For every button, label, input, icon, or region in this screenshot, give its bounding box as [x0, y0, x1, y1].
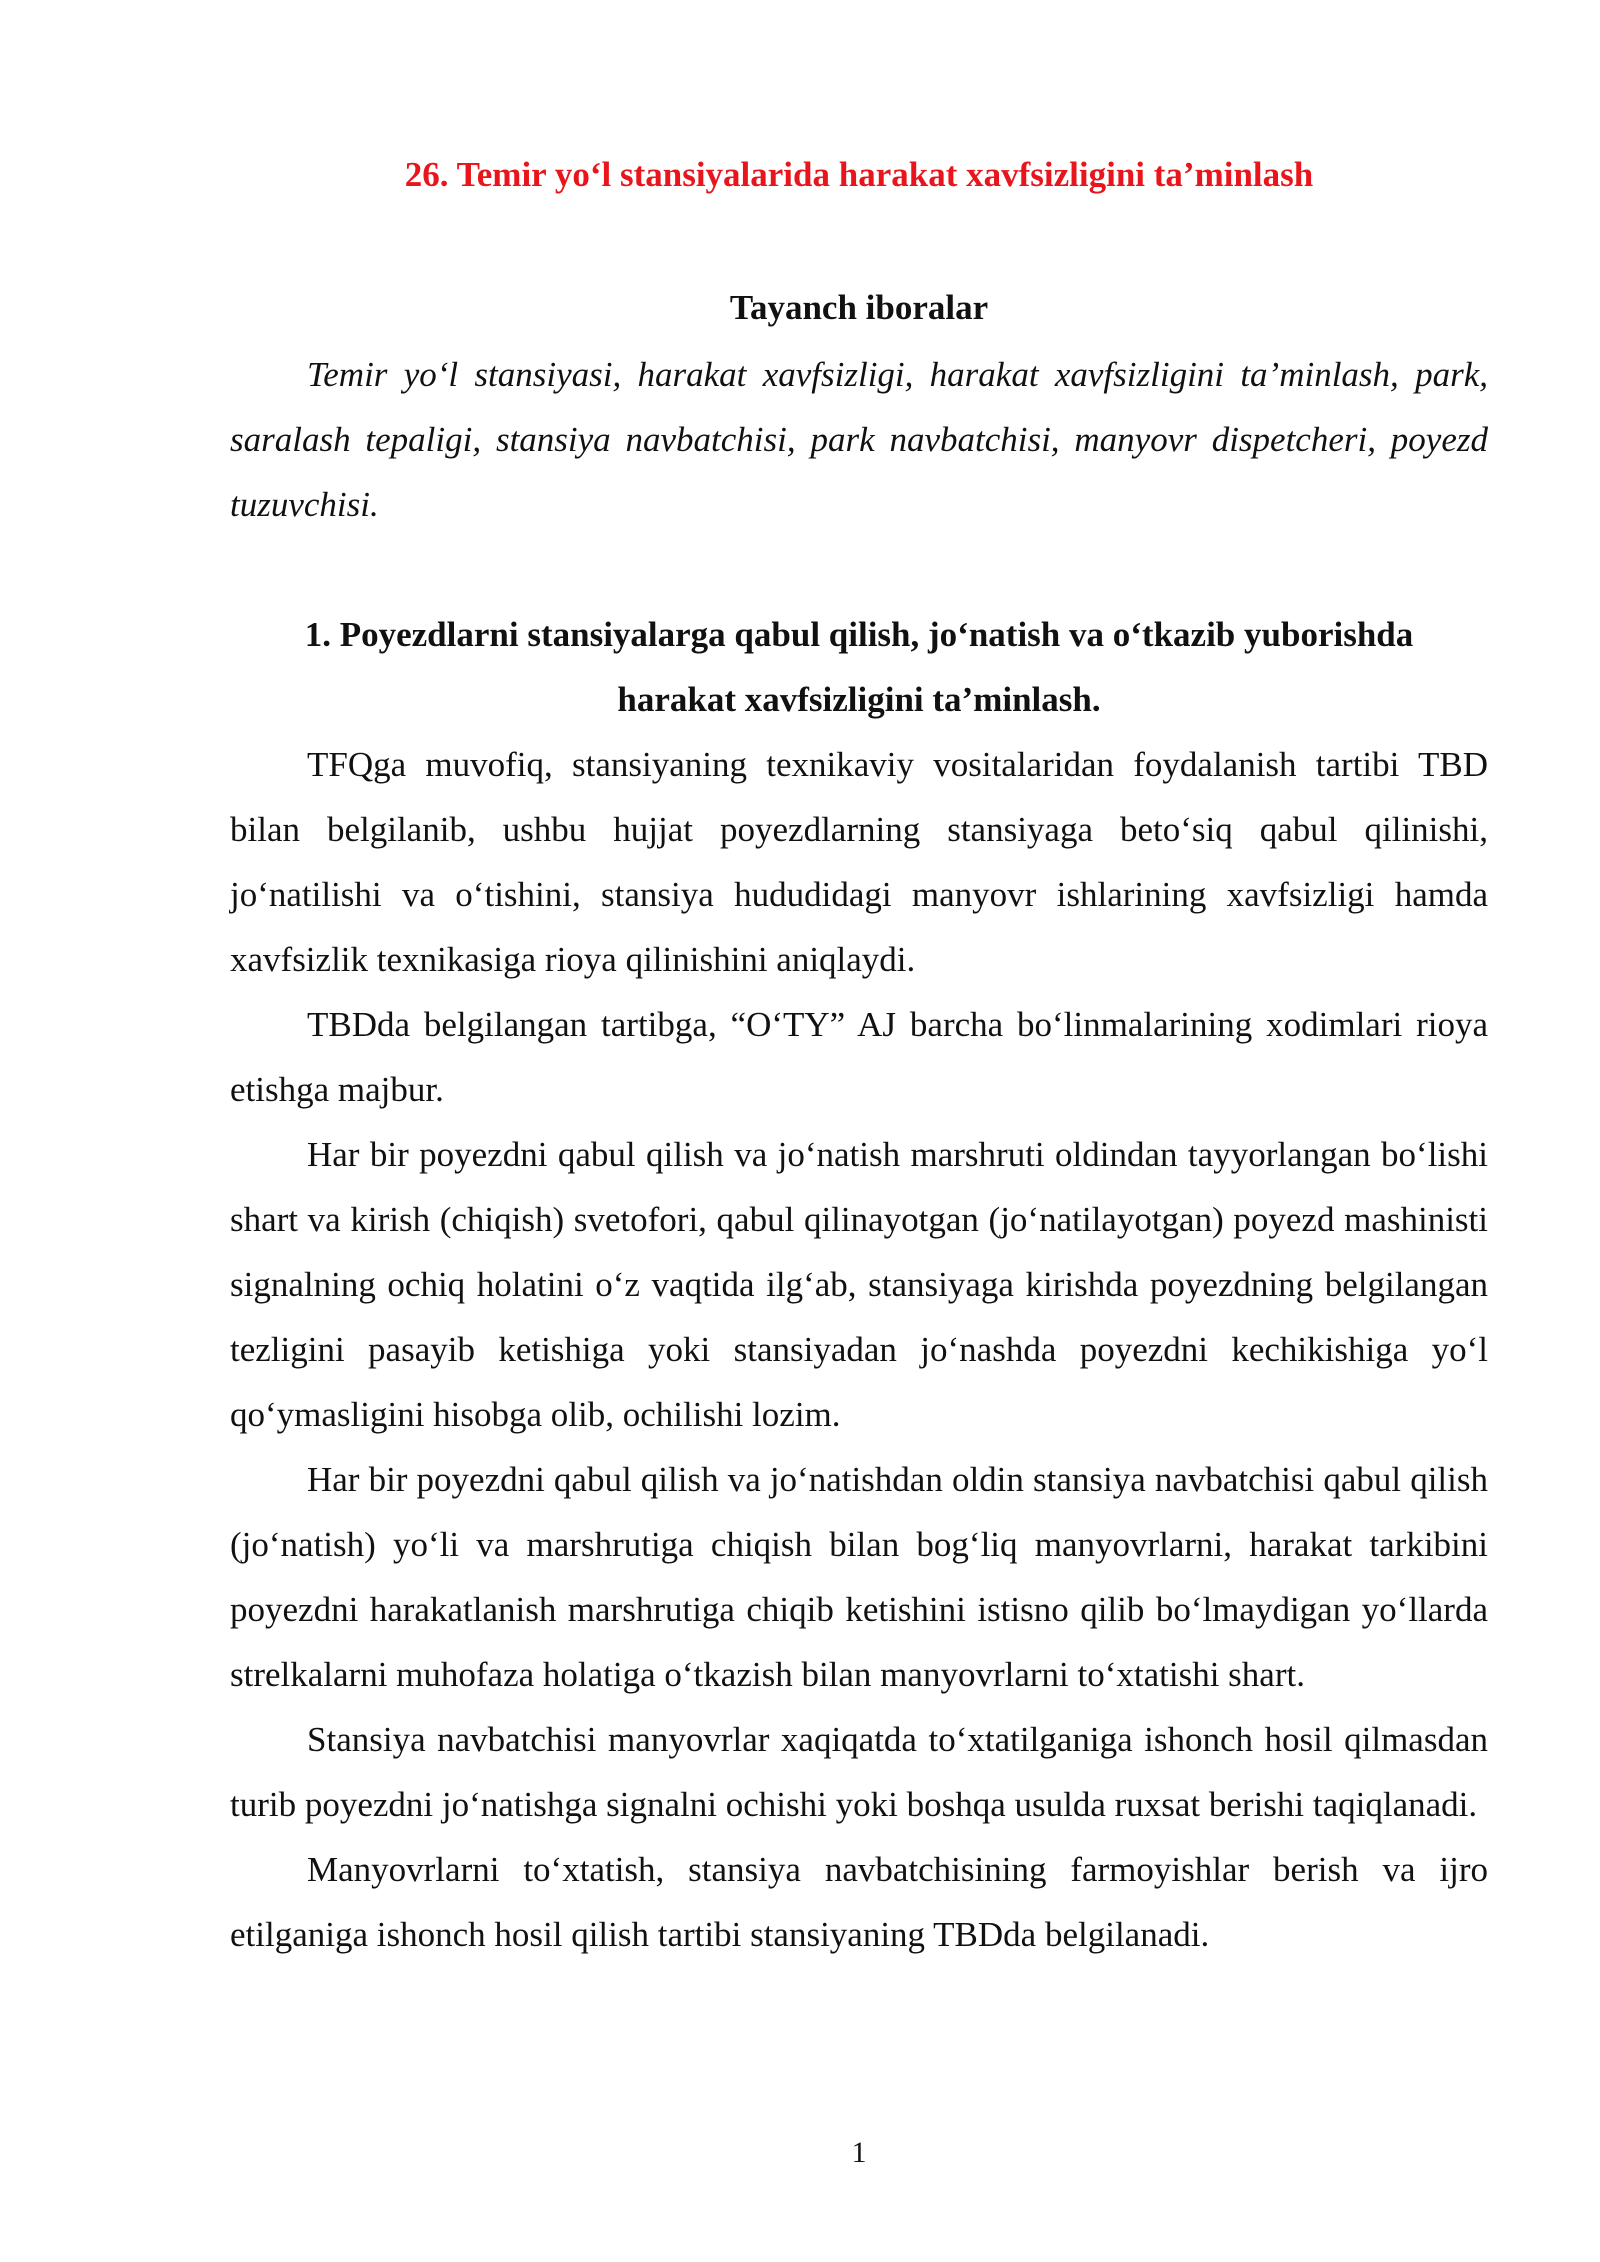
section-heading-line-1: 1. Poyezdlarni stansiyalarga qabul qilish, jo‘natish va o‘tkazib yuborishda: [304, 615, 1414, 654]
paragraph: Har bir poyezdni qabul qilish va jo‘natish marshruti oldindan tayyorlangan bo‘lishi shart va kirish (chiqish) svetofori, qabul qilinayotgan (jo‘natilayotgan) poyezd mashinisti signalning ochiq holatini o‘z vaqtida ilg‘ab, stansiyaga kirishda poyezdning belgilangan tezligini pasayib ketishiga yoki stansiyadan jo‘nashda poyezdni kechikishiga yo‘l qo‘ymasligini hisobga olib, ochilishi lozim.: [230, 1135, 1488, 1434]
paragraph: Har bir poyezdni qabul qilish va jo‘natishdan oldin stansiya navbatchisi qabul qilish (jo‘natish) yo‘li va marshrutiga chiqish bilan bog‘liq manyovrlarni, harakat tarkibini poyezdni harakatlanish marshrutiga chiqib ketishini istisno qilib bo‘lmaydigan yo‘llarda strelkalarni muhofaza holatiga o‘tkazish bilan manyovrlarni to‘xtatishi shart.: [230, 1460, 1488, 1694]
chapter-title: 26. Temir yo‘l stansiyalarida harakat xavfsizligini ta’minlash: [404, 155, 1314, 194]
paragraph: TFQga muvofiq, stansiyaning texnikaviy vositalaridan foydalanish tartibi TBD bilan belgilanib, ushbu hujjat poyezdlarning stansiyaga beto‘siq qabul qilinishi, jo‘natilishi va o‘tishini, stansiya hududidagi manyovr ishlarining xavfsizligi hamda xavfsizlik texnikasiga rioya qilinishini aniqlaydi.: [230, 745, 1488, 979]
body-text: [230, 732, 1488, 1967]
paragraph: Manyovrlarni to‘xtatish, stansiya navbatchisining farmoyishlar berish va ijro etilganiga ishonch hosil qilish tartibi stansiyaning TBDda belgilanadi.: [230, 1850, 1488, 1954]
section-heading-line-2: harakat xavfsizligini ta’minlash.: [617, 680, 1101, 719]
paragraph: TBDda belgilangan tartibga, “O‘TY” AJ barcha bo‘linmalarining xodimlari rioya etishga majbur.: [230, 1005, 1488, 1109]
section-heading: [230, 602, 1488, 732]
keywords-heading: Tayanch iboralar: [729, 288, 989, 327]
keywords-text: Temir yo‘l stansiyasi, harakat xavfsizligi, harakat xavfsizligini ta’minlash, park, saralash tepaligi, stansiya navbatchisi, park navbatchisi, manyovr dispetcheri, poyezd tuzuvchisi.: [230, 355, 1488, 524]
paragraph: Stansiya navbatchisi manyovrlar xaqiqatda to‘xtatilganiga ishonch hosil qilmasdan turib poyezdni jo‘natishga signalni ochishi yoki boshqa usulda ruxsat berishi taqiqlanadi.: [230, 1720, 1488, 1824]
page-number: 1: [851, 2136, 867, 2169]
